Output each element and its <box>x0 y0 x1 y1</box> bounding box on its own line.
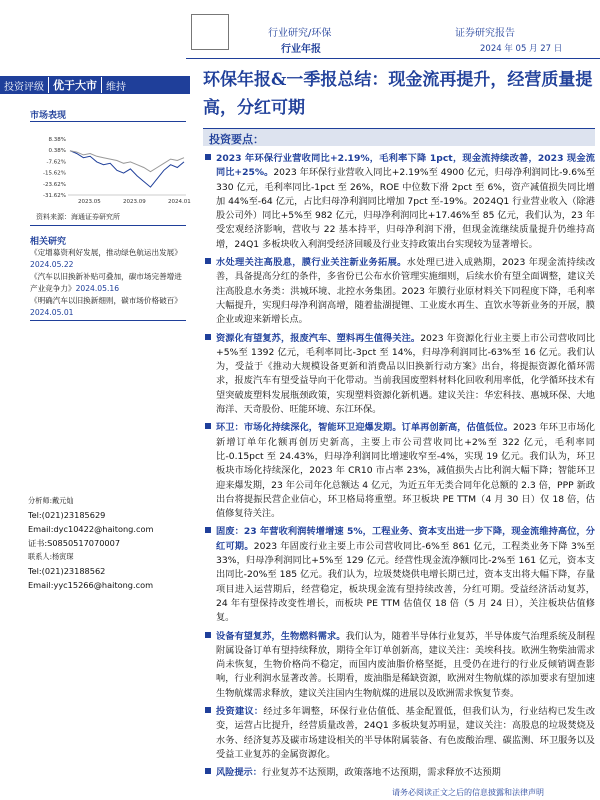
bullet-icon <box>205 527 211 533</box>
related-date: 2024.05.22 <box>30 260 74 269</box>
bullet-icon <box>205 154 211 160</box>
series-line-sector <box>70 151 184 187</box>
header-divider <box>186 58 600 59</box>
related-item[interactable]: 《明确汽车以旧换新细则，碳市场价格破百》2024.05.01 <box>30 296 182 317</box>
contact-email[interactable]: Email:yyc15266@haitong.com <box>28 580 154 590</box>
y-tick-label: 0.38% <box>48 148 66 155</box>
report-type: 行业年报 <box>281 44 321 55</box>
related-item[interactable]: 《汽车以旧换新补贴可叠加，碳市场完善增进产业竞争力》2024.05.16 <box>30 272 182 293</box>
related-research-list <box>30 247 185 319</box>
key-point: 水处理关注高股息，膜行业关注新业务拓展。水处理已进入成熟期，2023 年现金流持续改善，具备提高分红的条件，多省份已公布水价管理实施细则，后续水价有望全面调整，建议关注高股息水务类：洪城环境、北控水务集团。2023 年膜行业原材料关下同程度下降，毛利率大幅提升，实现归母净利润高增，随着盐湖提锂、工业废水再生、直饮水等新业务的开展，膜企业或迎来新增长点。 <box>203 256 595 327</box>
analyst-email[interactable]: Email:dyc10422@haitong.com <box>28 524 154 534</box>
x-tick-label: 2023.09 <box>123 199 146 205</box>
contact-name: 联系人:杨寅琛 <box>28 552 74 561</box>
series-line-index <box>70 151 184 172</box>
source-divider <box>30 225 186 226</box>
bullet-icon <box>205 334 211 340</box>
analyst-name: 分析师:戴元灿 <box>28 496 74 505</box>
report-date: 2024 年 05 月 27 日 <box>480 44 563 54</box>
key-points-bar <box>203 128 595 146</box>
disclaimer-footer: 请务必阅读正文之后的信息披露和法律声明 <box>392 788 544 797</box>
chart-source: 资料来源：海通证券研究所 <box>36 213 120 221</box>
key-point: 固废：23 年营收利润转增增速 5%，工程业务、资本支出进一步下降，现金流维持高位，分红可期。2023 年固废行业主要上市公司营收同比-6%至 861 亿元，工程类业务下降 3%至 33%，归母净利润同比+5%至 129 亿元。经营性现金流净额同比-2%至 161 亿元，资本支出同比-20%至 185 亿元。我们认为，垃圾焚烧供电增长期已过，资本支出将大幅下降，存量项目进入运营期后，经营稳定，板块现金流有望持续改善，分红可期。受益经济活动复苏，24 年有望保持改变性增长，而板块 PE TTM 估值仅 18 倍（5 月 24 日），关注板块估值修复。 <box>203 525 595 625</box>
report-category: 行业研究/环保 <box>268 28 332 39</box>
bullet-icon <box>205 632 211 638</box>
related-heading: 相关研究 <box>30 237 67 247</box>
x-tick-label: 2023.05 <box>78 199 101 205</box>
key-point: 投资建议：经过多年调整，环保行业估值低、基金配置低，但我们认为，行业结构已发生改变，运营占比提升，经营质量改善，24Q1 多板块复苏明显，建议关注：高股息的垃圾焚烧及水务、经济复苏及碳市场建设相关的半导体附属装备、有色废酸治理、碳监测、环卫服务以及受益工业复苏的金属资源化。 <box>203 705 595 762</box>
market-performance-chart <box>28 135 191 207</box>
key-point: 2023 年环保行业营收同比+2.19%，毛利率下降 1pct，现金流持续改善，2023 现金流同比+25%。2023 年环保行业营收入同比+2.19%至 4900 亿元，归母净利润同比-9.6%至 330 亿元，毛利率同比-1pct 至 26%，ROE 中位数下滑 2pct 至 6%，资产减值损失同比增加 44%至-64 亿元，占比归母净利润同比增加 7pct 至-19%。2024Q1 行业营业收入（除港股公司外）同比+5%至 982 亿元，归母净利润同比+17.46%至 85 亿元，我们认为，23 年受宏观经济影响，营收与 22 基本持平，归母净利润下滑，但现金流继续质量提升仍维持高增，24Q1 多板块收入利润受经济回暖及行业支持政策出台实现较为显著增长。 <box>203 152 595 252</box>
key-point: 风险提示：行业复苏不达预期，政策落地不达预期，需求释放不达预期 <box>203 766 595 780</box>
analyst-cert: 证书:S0850517070007 <box>28 538 121 548</box>
y-tick-label: 8.38% <box>48 137 66 143</box>
bullet-icon <box>205 423 211 429</box>
related-item[interactable]: 《定增募资利好发展，推动绿色航运出发展》2024.05.22 <box>30 248 182 269</box>
bullet-icon <box>205 258 211 264</box>
x-tick-label: 2024.01 <box>168 199 191 205</box>
y-tick-label: -7.62% <box>46 159 66 166</box>
related-divider <box>30 320 186 321</box>
y-tick-label: -23.62% <box>43 181 66 188</box>
rating-action: 维持 <box>106 81 126 93</box>
contact-tel: Tel:(021)23188562 <box>28 566 106 576</box>
y-tick-label: -31.62% <box>43 193 66 199</box>
related-date: 2024.05.01 <box>30 308 74 317</box>
key-points-body <box>203 152 595 788</box>
bullet-icon <box>205 707 211 713</box>
report-label: 证券研究报告 <box>455 28 515 39</box>
analyst-tel: Tel:(021)23185629 <box>28 510 106 520</box>
y-tick-label: -15.62% <box>43 170 66 177</box>
rating-value: 优于大市 <box>48 77 102 93</box>
related-date: 2024.05.16 <box>75 284 120 293</box>
analyst-info <box>28 494 188 592</box>
market-heading: 市场表现 <box>30 111 67 121</box>
haitong-logo <box>191 14 229 50</box>
report-title: 环保年报&一季报总结：现金流再提升，经营质量提高，分红可期 <box>203 70 593 118</box>
key-points-heading: 投资要点： <box>209 133 264 146</box>
key-point: 设备有望复苏，生物燃料需求。我们认为，随着半导体行业复苏，半导体废气治理系统及制程附属设备订单有望持续释放，期待全年订单创新高，建议关注：美埃科技。欧洲生物柴油需求尚未恢复，生物价格尚不稳定，而国内废油脂价格坚挺，且受仍在进行的行业反倾销调查影响，行业利润水显著改善。长期看，废油脂是稀缺资源，欧洲对生物航煤的添加要求有望加速生物航煤需求释放，建议关注国内生物航煤的进展以及欧洲需求恢复节奏。 <box>203 630 595 701</box>
investment-rating <box>0 76 190 94</box>
market-divider <box>30 121 186 122</box>
key-point: 环卫：市场化持续深化，智能环卫迎爆发期。订单再创新高，估值低位。2023 年环卫市场化新增订单年化额再创历史新高，主要上市公司营收同比+2%至 322 亿元，毛利率同比-0.15pct 至 24.43%，归母净利润同比增速收窄至-4%，实现 19 亿元。我们认为，环卫板块市场化持续深化，2023 年 CR10 市占率 23%，减值损失占比利润大幅下降；智能环卫迎来爆发期，23 年公司年化总额达 4 亿元，为近五年无类合同年化总额的 2.3 倍，PPP 新政出台将提振民营企业信心，环卫格局将重塑。环卫板块 PE TTM（4 月 30 日）仅 18 倍，估值修复待关注。 <box>203 421 595 521</box>
bullet-icon <box>205 768 211 774</box>
key-point: 资源化有望复苏，报废汽车、塑料再生值得关注。2023 年资源化行业主要上市公司营收同比+5%至 1392 亿元，毛利率同比-3pct 至 14%，归母净利润同比-63%至 16 亿元。我们认为，受益于《推动大规模设备更新和消费品以旧换新行动方案》出台，将提振资源化循环需求，报废汽车有望受益导向干化带动。当前我国废塑料材料化回收利用率低，化学循环技术有望突破废塑料发展瓶颈政策，实现塑料资源化新机遇。建议关注：华宏科技、惠城环保、大地海洋、天奇股份、旺能环境、东江环保。 <box>203 332 595 418</box>
rating-label: 投资评级 <box>4 81 44 93</box>
